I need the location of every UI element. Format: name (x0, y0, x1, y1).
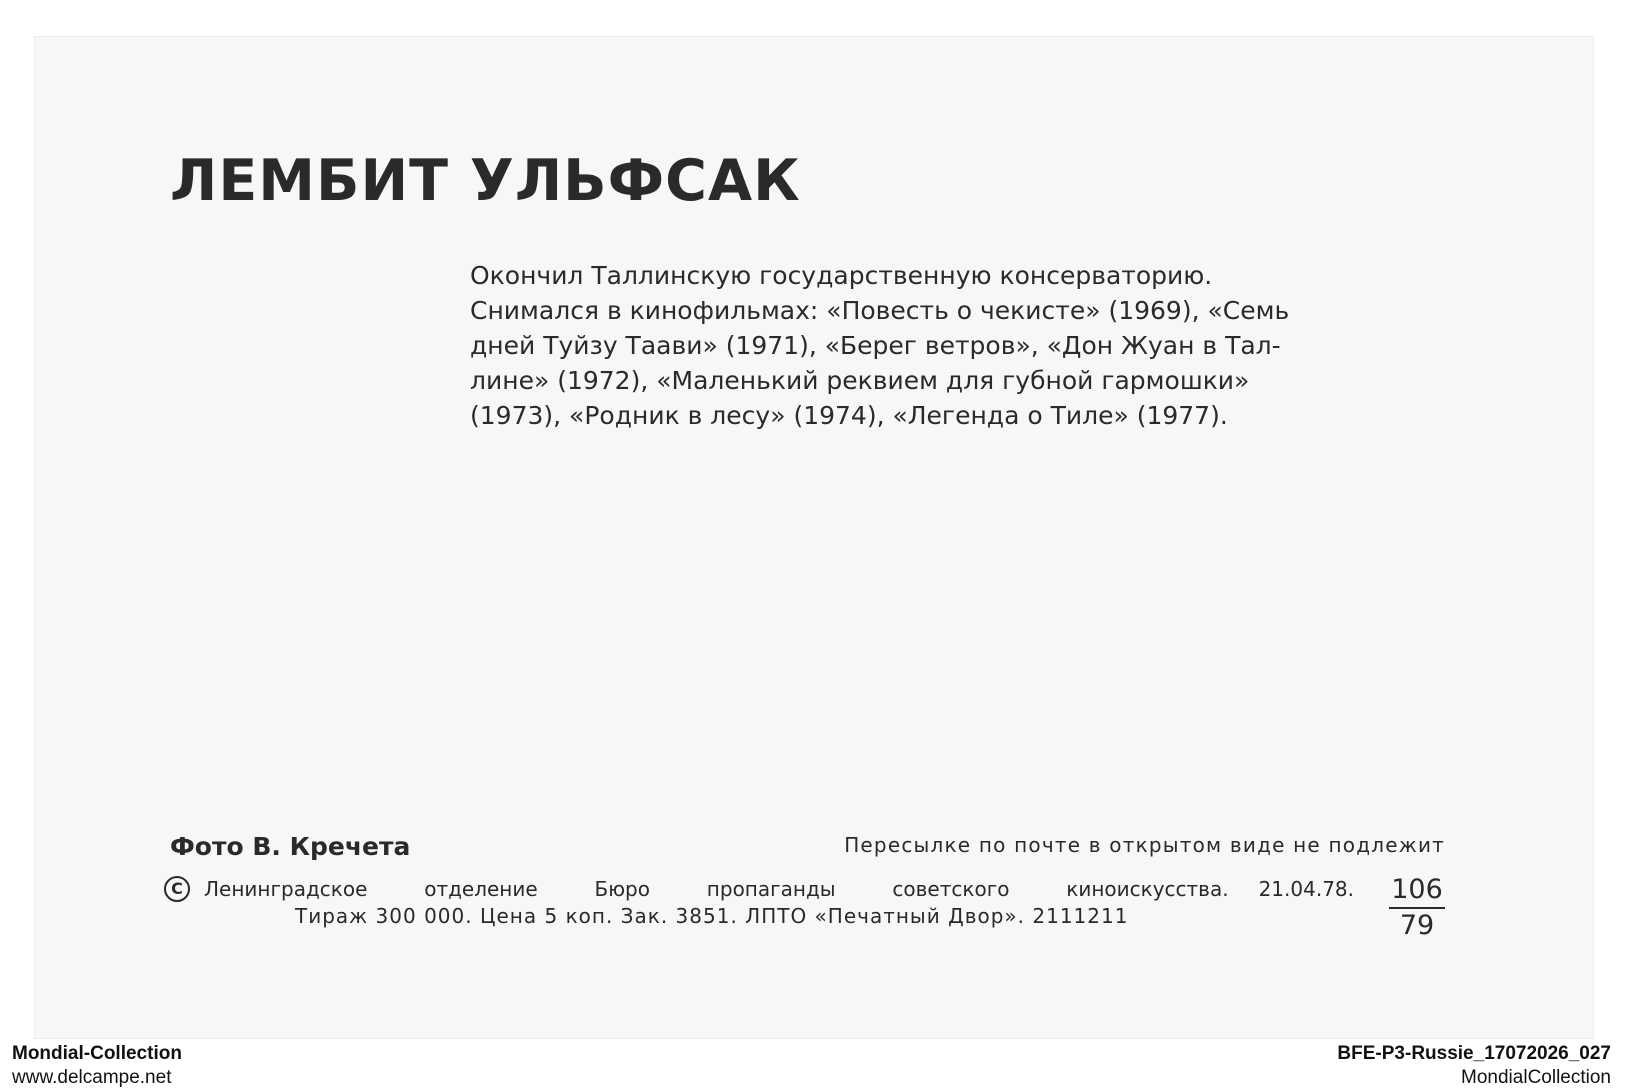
publisher-line (164, 876, 1354, 902)
seller-url: www.delcampe.net (12, 1067, 172, 1088)
publisher-word: пропаганды (706, 877, 836, 901)
publisher-word: советского (892, 877, 1010, 901)
copyright-icon: C (164, 876, 190, 902)
bio-line: лине» (1972), «Маленький реквием для губной гармошки» (470, 366, 1250, 395)
publisher-word: Ленинградское (204, 877, 368, 901)
print-run-info: Тираж 300 000. Цена 5 коп. Зак. 3851. ЛПТО «Печатный Двор». 2111211 (295, 904, 1129, 928)
seller-watermark-left (12, 1042, 182, 1090)
item-reference: BFE-P3-Russie_17072026_027 (1337, 1043, 1611, 1064)
catalog-code (1387, 873, 1447, 943)
actor-name-title: ЛЕМБИТ УЛЬФСАК (170, 148, 801, 214)
publisher-word: Бюро (594, 877, 650, 901)
bio-line: (1973), «Родник в лесу» (1974), «Легенда о Тиле» (1977). (470, 401, 1228, 430)
catalog-code-bottom: 79 (1399, 910, 1435, 941)
publisher-date: 21.04.78. (1258, 877, 1354, 901)
catalog-code-top: 106 (1391, 874, 1443, 905)
publisher-word: киноискусства. (1066, 877, 1229, 901)
seller-site: MondialCollection (1461, 1067, 1611, 1088)
mail-notice: Пересылке по почте в открытом виде не подлежит (844, 833, 1445, 857)
seller-brand: Mondial-Collection (12, 1043, 182, 1064)
publisher-word: отделение (424, 877, 538, 901)
seller-watermark-right (1337, 1042, 1611, 1090)
photo-credit: Фото В. Кречета (170, 832, 411, 861)
bio-line: Окончил Таллинскую государственную консерваторию. (470, 261, 1213, 290)
publisher-text (204, 877, 1229, 901)
biography-text (470, 258, 1450, 433)
bio-line: Снимался в кинофильмах: «Повесть о чекисте» (1969), «Семь (470, 296, 1290, 325)
bio-line: дней Туйзу Таави» (1971), «Берег ветров», «Дон Жуан в Тал- (470, 331, 1281, 360)
